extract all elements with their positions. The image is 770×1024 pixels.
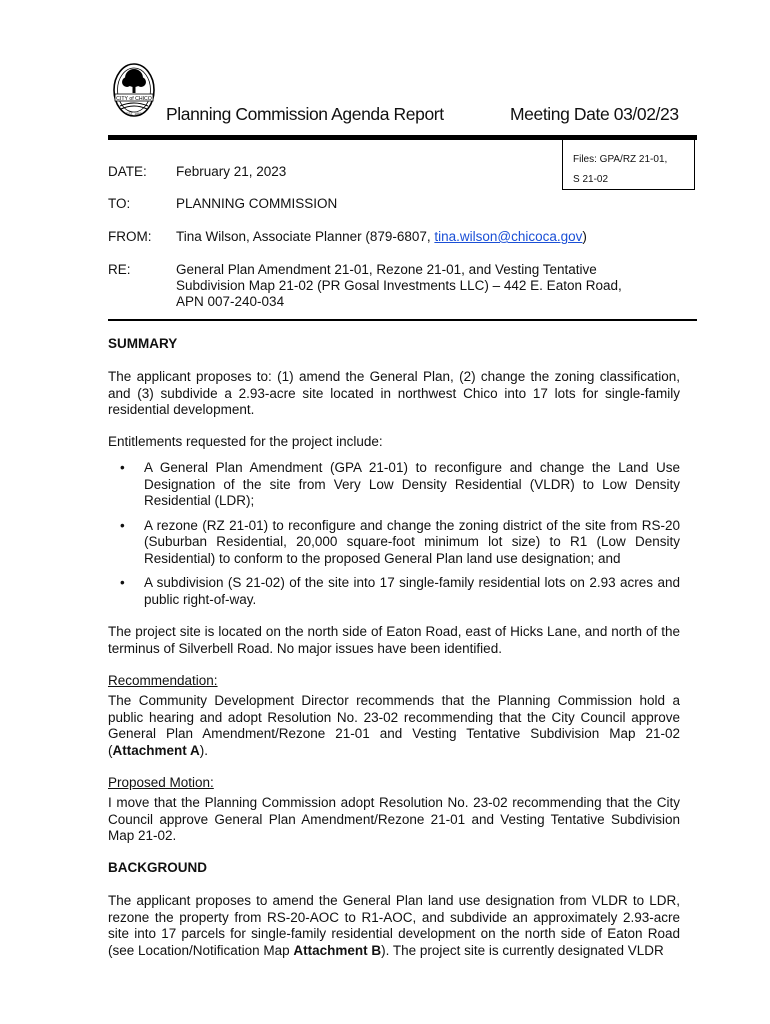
recommendation-text: [108, 693, 680, 759]
date-value: February 21, 2023: [176, 164, 287, 179]
background-end: ). The project site is currently designated VLDR: [381, 942, 664, 958]
background-heading: BACKGROUND: [108, 860, 207, 875]
background-body: The applicant proposes to amend the General Plan land use designation from VLDR to LDR, rezone the property from RS-20-AOC to R1-AOC, and subdivide an approximately 2.93-acre site into 17 parcels for single-family residential development on the north side of Eaton Road (see Location/Notification Map: [108, 893, 680, 958]
summary-heading: SUMMARY: [108, 336, 178, 351]
re-line-3: APN 007-240-034: [176, 294, 285, 309]
entitlements-intro: Entitlements requested for the project include:: [108, 434, 383, 449]
email-link[interactable]: tina.wilson@chicoca.gov: [434, 229, 583, 244]
re-value: [176, 262, 676, 310]
list-item: • A rezone (RZ 21-01) to reconfigure and change the zoning district of the site from RS-20 (Suburban Residential, 20,000 square-foot minimum lot size) to R1 (Low Density Residential) to conform to the proposed General Plan land use designation; and: [108, 518, 680, 568]
attachment-a-ref: Attachment A: [112, 742, 200, 758]
motion-text: I move that the Planning Commission adopt Resolution No. 23-02 recommending that the City Council approve General Plan Amendment/Rezone 21-01 and Vesting Tentative Subdivision Map 21-02.: [108, 795, 680, 843]
svg-text:EST. 1860: EST. 1860: [126, 112, 142, 116]
to-label: TO:: [108, 196, 131, 211]
attachment-b-ref: Attachment B: [293, 942, 382, 958]
summary-intro: The applicant proposes to: (1) amend the General Plan, (2) change the zoning classification, and (3) subdivide a 2.93-acre site located in northwest Chico into 17 lots for single-family residential development.: [108, 369, 680, 417]
report-title: Planning Commission Agenda Report: [166, 104, 444, 124]
city-seal-logo: [112, 62, 156, 120]
list-item: • A General Plan Amendment (GPA 21-01) to reconfigure and change the Land Use Designation of the site from Very Low Density Residential (VLDR) to Low Density Residential (LDR);: [108, 460, 680, 510]
from-text: Tina Wilson, Associate Planner (879-6807,: [176, 229, 435, 244]
from-value: [176, 229, 676, 245]
svg-text:CITY of CHICO: CITY of CHICO: [116, 95, 152, 102]
re-label: RE:: [108, 262, 131, 277]
recommendation-body: The Community Development Director recommends that the Planning Commission hold a public hearing and adopt Resolution No. 23-02 recommending that the City Council approve General Plan Amendment/Rezone 21-01 and Vesting Tentative Subdivision Map 21-02 (: [108, 693, 680, 758]
from-label: FROM:: [108, 229, 152, 244]
location-paragraph: The project site is located on the north side of Eaton Road, east of Hicks Lane, and north of the terminus of Silverbell Road. No major issues have been identified.: [108, 624, 680, 656]
to-value: PLANNING COMMISSION: [176, 196, 338, 211]
date-label: DATE:: [108, 164, 147, 179]
recommendation-heading: Recommendation:: [108, 673, 218, 688]
recommendation-end: ).: [199, 742, 209, 758]
re-line-1: General Plan Amendment 21-01, Rezone 21-01, and Vesting Tentative: [176, 262, 597, 277]
list-item: • A subdivision (S 21-02) of the site into 17 single-family residential lots on 2.93 acres and public right-of-way.: [108, 575, 680, 608]
meeting-date: Meeting Date 03/02/23: [510, 104, 679, 124]
memo-rule: [108, 319, 697, 321]
files-line-1: Files: GPA/RZ 21-01,: [573, 154, 668, 165]
motion-heading: Proposed Motion:: [108, 775, 214, 790]
re-line-2: Subdivision Map 21-02 (PR Gosal Investments LLC) – 442 E. Eaton Road,: [176, 278, 622, 293]
from-suffix: ): [582, 229, 587, 244]
background-text: [108, 893, 680, 959]
entitlements-list: [108, 460, 680, 616]
files-line-2: S 21-02: [573, 174, 609, 185]
